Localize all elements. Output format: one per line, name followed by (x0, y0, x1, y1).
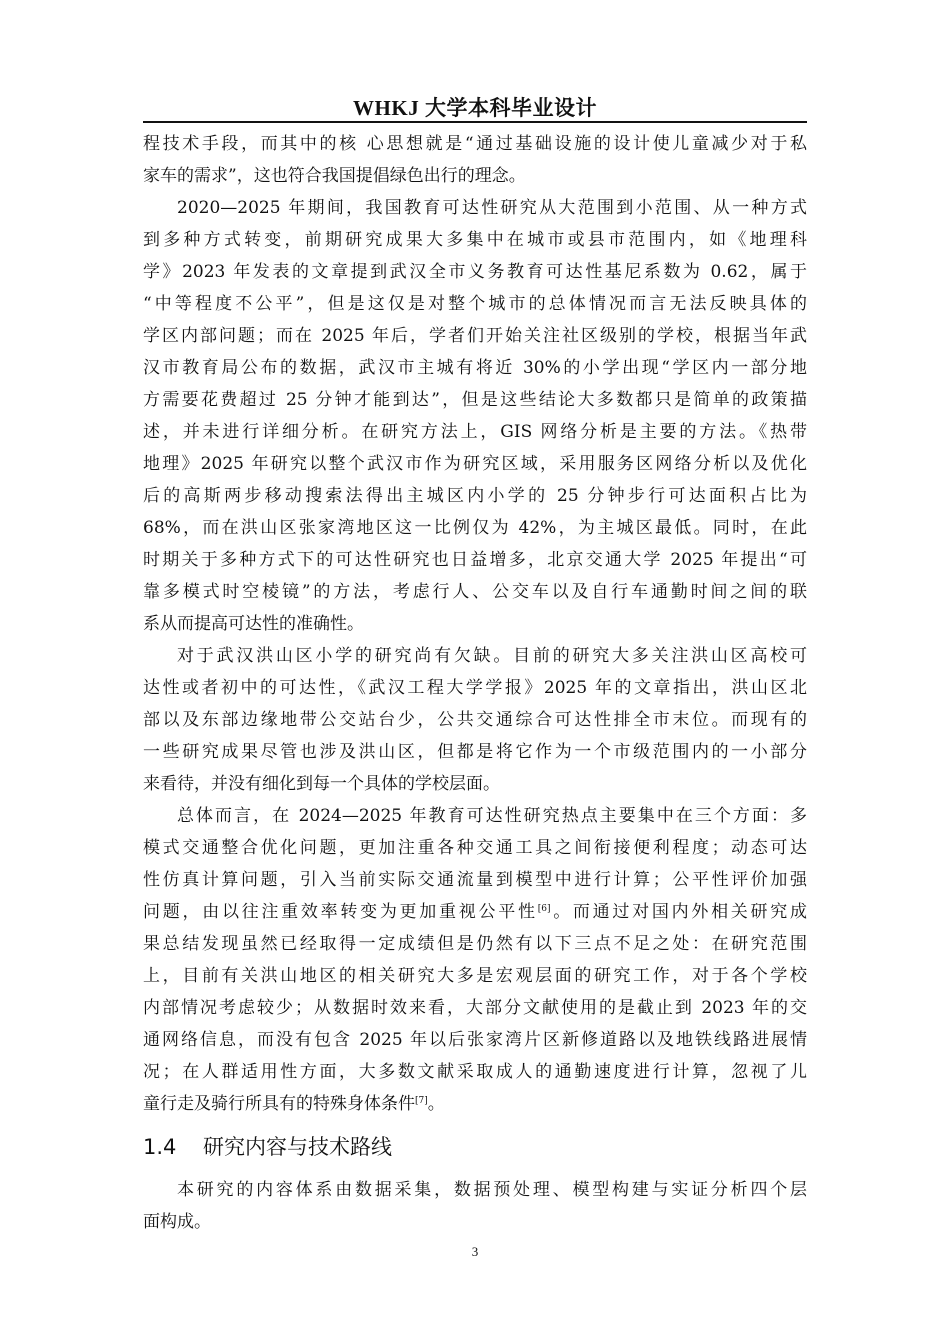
text-line: 程技术手段，而其中的核 心思想就是“通过基础设施的设计使儿童减少对于私 (143, 134, 807, 154)
text-line: 面构成。 (143, 1212, 211, 1232)
text-line: 到多种方式转变，前期研究成果大多集中在城市或县市范围内，如《地理科 (143, 230, 807, 250)
paragraph (143, 128, 807, 192)
page-number: 3 (471, 1244, 479, 1259)
text-line: 一些研究成果尽管也涉及洪山区，但都是将它作为一个市级范围内的一小部分 (143, 742, 807, 762)
text-line: 系从而提高可达性的准确性。 (143, 614, 364, 634)
text-segment: 童行走及骑行所具有的特殊身体条件 (143, 1094, 415, 1114)
text-line: 况；在人群适用性方面，大多数文献采取成人的通勤速度进行计算，忽视了儿 (143, 1062, 807, 1082)
document-body (143, 128, 807, 1238)
citation-ref[interactable]: [6] (537, 904, 551, 914)
text-segment: 。而通过对国内外相关研究成 (550, 902, 808, 922)
citation-ref[interactable]: [7] (415, 1096, 428, 1106)
text-line: 果总结发现虽然已经取得一定成绩但是仍然有以下三点不足之处：在研究范围 (143, 934, 807, 954)
paragraph (143, 800, 807, 1120)
text-line-with-citation (143, 896, 807, 928)
text-segment: 。 (427, 1094, 445, 1114)
text-line: 达性或者初中的可达性，《武汉工程大学学报》2025 年的文章指出，洪山区北 (143, 678, 807, 698)
section-title: 研究内容与技术路线 (203, 1135, 392, 1159)
text-line: 方需要花费超过 25 分钟才能到达”，但是这些结论大多数都只是简单的政策描 (143, 390, 807, 410)
text-line: 部以及东部边缘地带公交站台少，公共交通综合可达性排全市末位。而现有的 (143, 710, 807, 730)
text-line: 后的高斯两步移动搜索法得出主城区内小学的 25 分钟步行可达面积占比为 (143, 486, 807, 506)
text-line: 内部情况考虑较少；从数据时效来看，大部分文献使用的是截止到 2023 年的交 (143, 998, 807, 1018)
text-line: 68%，而在洪山区张家湾地区这一比例仅为 42%，为主城区最低。同时，在此 (143, 518, 807, 538)
text-line: 模式交通整合优化问题，更加注重各种交通工具之间衔接便利程度；动态可达 (143, 838, 807, 858)
text-line: 来看待，并没有细化到每一个具体的学校层面。 (143, 774, 500, 794)
text-line: 家车的需求”，这也符合我国提倡绿色出行的理念。 (143, 166, 526, 186)
text-line-with-citation (143, 1088, 807, 1120)
text-line: “中等程度不公平”，但是这仅是对整个城市的总体情况而言无法反映具体的 (143, 294, 807, 314)
text-line: 通网络信息，而没有包含 2025 年以后张家湾片区新修道路以及地铁线路进展情 (143, 1030, 807, 1050)
text-line: 学区内部问题；而在 2025 年后，学者们开始关注社区级别的学校，根据当年武 (143, 326, 807, 346)
text-line: 述，并未进行详细分析。在研究方法上，GIS 网络分析是主要的方法。《热带 (143, 422, 807, 442)
text-line: 上，目前有关洪山地区的相关研究大多是宏观层面的研究工作，对于各个学校 (143, 966, 807, 986)
text-line: 地理》2025 年研究以整个武汉市作为研究区域，采用服务区网络分析以及优化 (143, 454, 807, 474)
page-header: WHKJ 大学本科毕业设计 (353, 96, 597, 120)
text-line: 性仿真计算问题，引入当前实际交通流量到模型中进行计算；公平性评价加强 (143, 870, 807, 890)
text-line: 2020—2025 年期间，我国教育可达性研究从大范围到小范围、从一种方式 (177, 198, 807, 218)
text-line: 时期关于多种方式下的可达性研究也日益增多，北京交通大学 2025 年提出“可 (143, 550, 807, 570)
paragraph (143, 640, 807, 800)
text-line: 学》2023 年发表的文章提到武汉全市义务教育可达性基尼系数为 0.62，属于 (143, 262, 807, 282)
text-segment: 问题，由以往注重效率转变为更加重视公平性 (143, 902, 538, 922)
paragraph (143, 192, 807, 640)
paragraph (143, 1174, 807, 1238)
text-line: 本研究的内容体系由数据采集，数据预处理、模型构建与实证分析四个层 (177, 1180, 807, 1200)
text-line: 总体而言，在 2024—2025 年教育可达性研究热点主要集中在三个方面：多 (177, 806, 807, 826)
text-line: 对于武汉洪山区小学的研究尚有欠缺。目前的研究大多关注洪山区高校可 (177, 646, 807, 666)
section-number: 1.4 (143, 1135, 177, 1159)
header-rule (143, 121, 807, 123)
text-line: 汉市教育局公布的数据，武汉市主城有将近 30%的小学出现“学区内一部分地 (143, 358, 807, 378)
text-line: 靠多模式时空棱镜”的方法，考虑行人、公交车以及自行车通勤时间之间的联 (143, 582, 807, 602)
section-heading (143, 1120, 807, 1174)
